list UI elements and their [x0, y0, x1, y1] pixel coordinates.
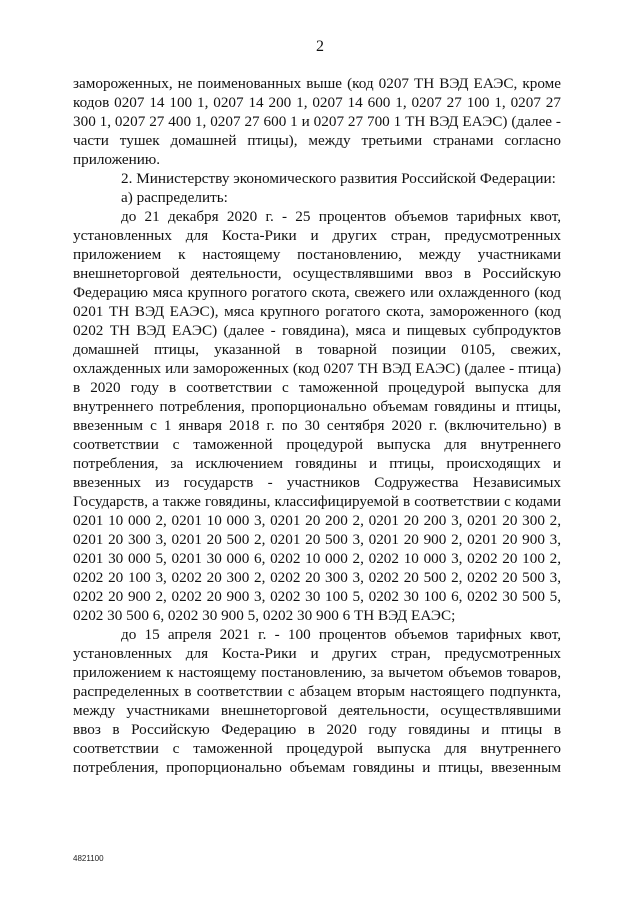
paragraph-deadline-december: до 21 декабря 2020 г. - 25 процентов объемов тарифных квот, установленных для Коста-Рики и других стран, предусмотренных приложением к настоящему постановлению, между участниками внешнеторговой деятельности, осуществлявшими ввоз в Российскую Федерацию мяса крупного рогатого скота, свежего или охлажденного (код 0201 ТН ВЭД ЕАЭС), мяса крупного рогатого скота, замороженного (код 0202 ТН ВЭД ЕАЭС) (далее - говядина), мяса и пищевых субпродуктов домашней птицы, указанной в товарной позиции 0105, свежих, охлажденных или замороженных (код 0207 ТН ВЭД ЕАЭС) (далее - птица) в 2020 году в соответствии с таможенной процедурой выпуска для внутреннего потребления, пропорционально объемам говядины и птицы, ввезенным с 1 января 2018 г. по 30 сентября 2020 г. (включительно) в соответствии с таможенной процедурой выпуска для внутреннего потребления, за исключением говядины и птицы, происходящих и ввезенных из государств - участников Содружества Независимых Государств, а также говядины, классифицируемой в соответствии с кодами 0201 10 000 2, 0201 10 000 3, 0201 20 200 2, 0201 20 200 3, 0201 20 300 2, 0201 20 300 3, 0201 20 500 2, 0201 20 500 3, 0201 20 900 2, 0201 20 900 3, 0201 30 000 5, 0201 30 000 6, 0202 10 000 2, 0202 10 000 3, 0202 20 100 2, 0202 20 100 3, 0202 20 300 2, 0202 20 300 3, 0202 20 500 2, 0202 20 500 3, 0202 20 900 2, 0202 20 900 3, 0202 30 100 5, 0202 30 100 6, 0202 30 500 5, 0202 30 500 6, 0202 30 900 5, 0202 30 900 6 ТН ВЭД ЕАЭС;	[73, 208, 561, 624]
document-code: 4821100	[73, 854, 104, 863]
paragraph-item-2: 2. Министерству экономического развития Российской Федерации:	[121, 170, 556, 187]
page-number: 2	[316, 38, 324, 55]
paragraph-deadline-april: до 15 апреля 2021 г. - 100 процентов объемов тарифных квот, установленных для Коста-Рики и других стран, предусмотренных приложением к настоящему постановлению, за вычетом объемов товаров, распределенных в соответствии с абзацем вторым настоящего подпункта, между участниками внешнеторговой деятельности, осуществлявшими ввоз в Российскую Федерацию в 2020 году говядины и птицы в соответствии с таможенной процедурой выпуска для внутреннего потребления, пропорционально объемам говядины и птицы, ввезенным	[73, 626, 561, 776]
paragraph-continuation: замороженных, не поименованных выше (код 0207 ТН ВЭД ЕАЭС, кроме кодов 0207 14 100 1, 0207 14 200 1, 0207 14 600 1, 0207 27 100 1, 0207 27 300 1, 0207 27 400 1, 0207 27 600 1 и 0207 27 700 1 ТН ВЭД ЕАЭС) (далее - части тушек домашней птицы), между третьими странами согласно приложению.	[73, 75, 561, 168]
paragraph-subitem-a: а) распределить:	[121, 189, 228, 206]
document-body	[73, 74, 561, 777]
